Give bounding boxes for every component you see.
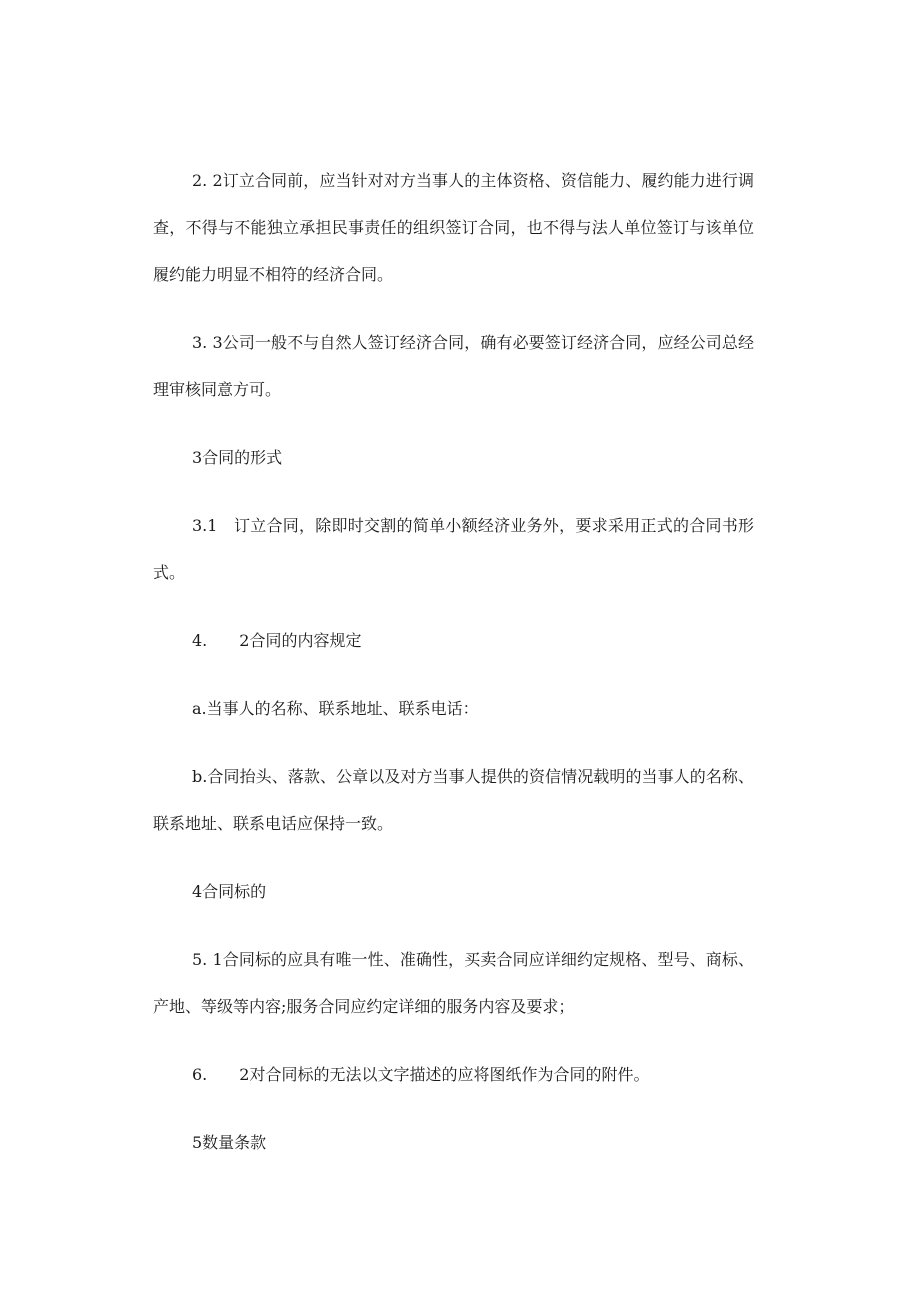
document-body [153,157,754,1187]
section-heading-contract-subject: 4合同标的 [192,882,267,901]
paragraph-5-1: 5. 1合同标的应具有唯一性、准确性，买卖合同应详细约定规格、型号、商标、产地、等级等内容;服务合同应约定详细的服务内容及要求； [153,950,754,1016]
list-item-b: b.合同抬头、落款、公章以及对方当事人提供的资信情况载明的当事人的名称、联系地址、联系电话应保持一致。 [153,767,754,833]
paragraph-3-1: 3.1 订立合同，除即时交割的简单小额经济业务外，要求采用正式的合同书形式。 [153,516,754,582]
section-heading-contract-form: 3合同的形式 [192,448,283,467]
section-heading-contract-content: 4. 2合同的内容规定 [192,631,362,650]
list-item-a: a.当事人的名称、联系地址、联系电话： [192,699,479,718]
paragraph-2-2: 2. 2订立合同前，应当针对对方当事人的主体资格、资信能力、履约能力进行调查，不得与不能独立承担民事责任的组织签订合同，也不得与法人单位签订与该单位履约能力明显不相符的经济合同。 [153,171,754,284]
paragraph-6-2: 6. 2对合同标的无法以文字描述的应将图纸作为合同的附件。 [192,1065,650,1084]
section-heading-quantity-clause: 5数量条款 [192,1133,267,1152]
paragraph-3-3: 3. 3公司一般不与自然人签订经济合同，确有必要签订经济合同，应经公司总经理审核同意方可。 [153,333,754,399]
